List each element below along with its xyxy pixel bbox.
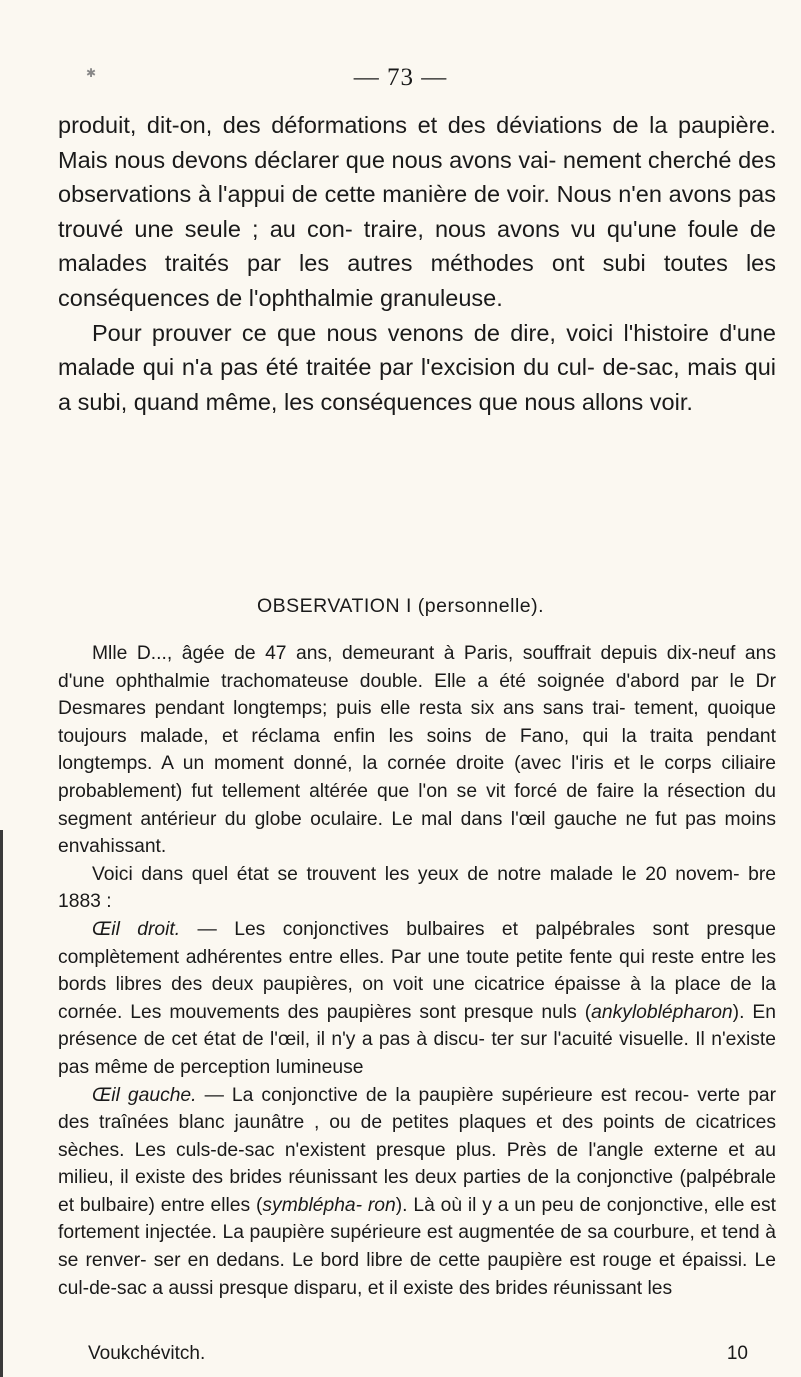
binding-edge (0, 830, 3, 1377)
right-eye-text: — Les conjonctives bulbaires et palpébrales sont presque complètement adhérentes entre elles. Par une toute petite fente qui reste entre les bords libres des deux paupières, on voit une cicatrice épaisse à la place de la cornée. Les mouvements des paupières sont presque nuls ( (58, 918, 776, 1023)
page-number: — 73 — (353, 64, 448, 91)
intro-text (58, 108, 776, 419)
observation-paragraph-2: Voici dans quel état se trouvent les yeux de notre malade le 20 novem- bre 1883 : (58, 863, 776, 913)
left-eye-label: Œil gauche. (92, 1084, 197, 1106)
paragraph-1: produit, dit-on, des déformations et des déviations de la paupière. Mais nous devons déclarer que nous avons vai- nement cherché des observations à l'appui de cette manière de voir. Nous n'en avons pas trouvé une seule ; au con- traire, nous avons vu qu'une foule de malades traités par les autres méthodes ont subi toutes les conséquences de l'ophthalmie granuleuse. (58, 112, 776, 311)
ink-mark-icon: ✱ (86, 66, 97, 80)
paragraph-2: Pour prouver ce que nous venons de dire, voici l'histoire d'une malade qui n'a pas été traitée par l'excision du cul- de-sac, mais qui a subi, quand même, les conséquences que nous allons voir. (58, 319, 776, 415)
observation-paragraph-1: Mlle D..., âgée de 47 ans, demeurant à Paris, souffrait depuis dix-neuf ans d'une ophthalmie trachomateuse double. Elle a été soignée d'abord par le Dr Desmares pendant longtemps; puis elle resta six ans sans trai- tement, quoique toujours malade, et réclama enfin les soins de Fano, qui la traita pendant longtemps. A un moment donné, la cornée droite (avec l'iris et le corps ciliaire probablement) fut tellement altérée que l'on se vit forcé de faire la résection du segment antérieur du globe oculaire. Le mal dans l'œil gauche ne fut pas moins envahissant. (58, 643, 776, 858)
left-eye-term: symblépha- ron (262, 1194, 396, 1216)
observation-paragraph-right-eye (58, 916, 776, 1082)
sheet-number: 10 (726, 1343, 748, 1364)
right-eye-text-end: ). En présence de cet état de l'œil, il n'y a pas à discu- ter sur l'acuité visuelle. Il n'existe pas même de perception lumineuse (58, 1001, 776, 1078)
right-eye-label: Œil droit. (92, 918, 181, 940)
left-eye-text-end: ). Là où il y a un peu de conjonctive, elle est fortement injectée. La paupière supérieure est augmentée de sa courbure, et tend à se renver- ser en dedans. Le bord libre de cette paupière est rouge et épaissi. Le cul-de-sac a aussi presque disparu, et il existe des brides réunissant les (58, 1194, 776, 1299)
observation-title: OBSERVATION I (personnelle). (256, 595, 545, 617)
right-eye-term: ankyloblépharon (591, 1001, 733, 1023)
footer-signature: Voukchévitch. (88, 1343, 206, 1364)
observation-paragraph-left-eye (58, 1082, 776, 1303)
observation-text (58, 640, 776, 1302)
left-eye-text: — La conjonctive de la paupière supérieure est recou- verte par des traînées blanc jaunâtre , ou de petites plaques et des points de cicatrices sèches. Les culs-de-sac n'existent presque plus. Près de l'angle externe et au milieu, il existe des brides réunissant les deux parties de la conjonctive (palpébrale et bulbaire) entre elles ( (58, 1084, 776, 1216)
